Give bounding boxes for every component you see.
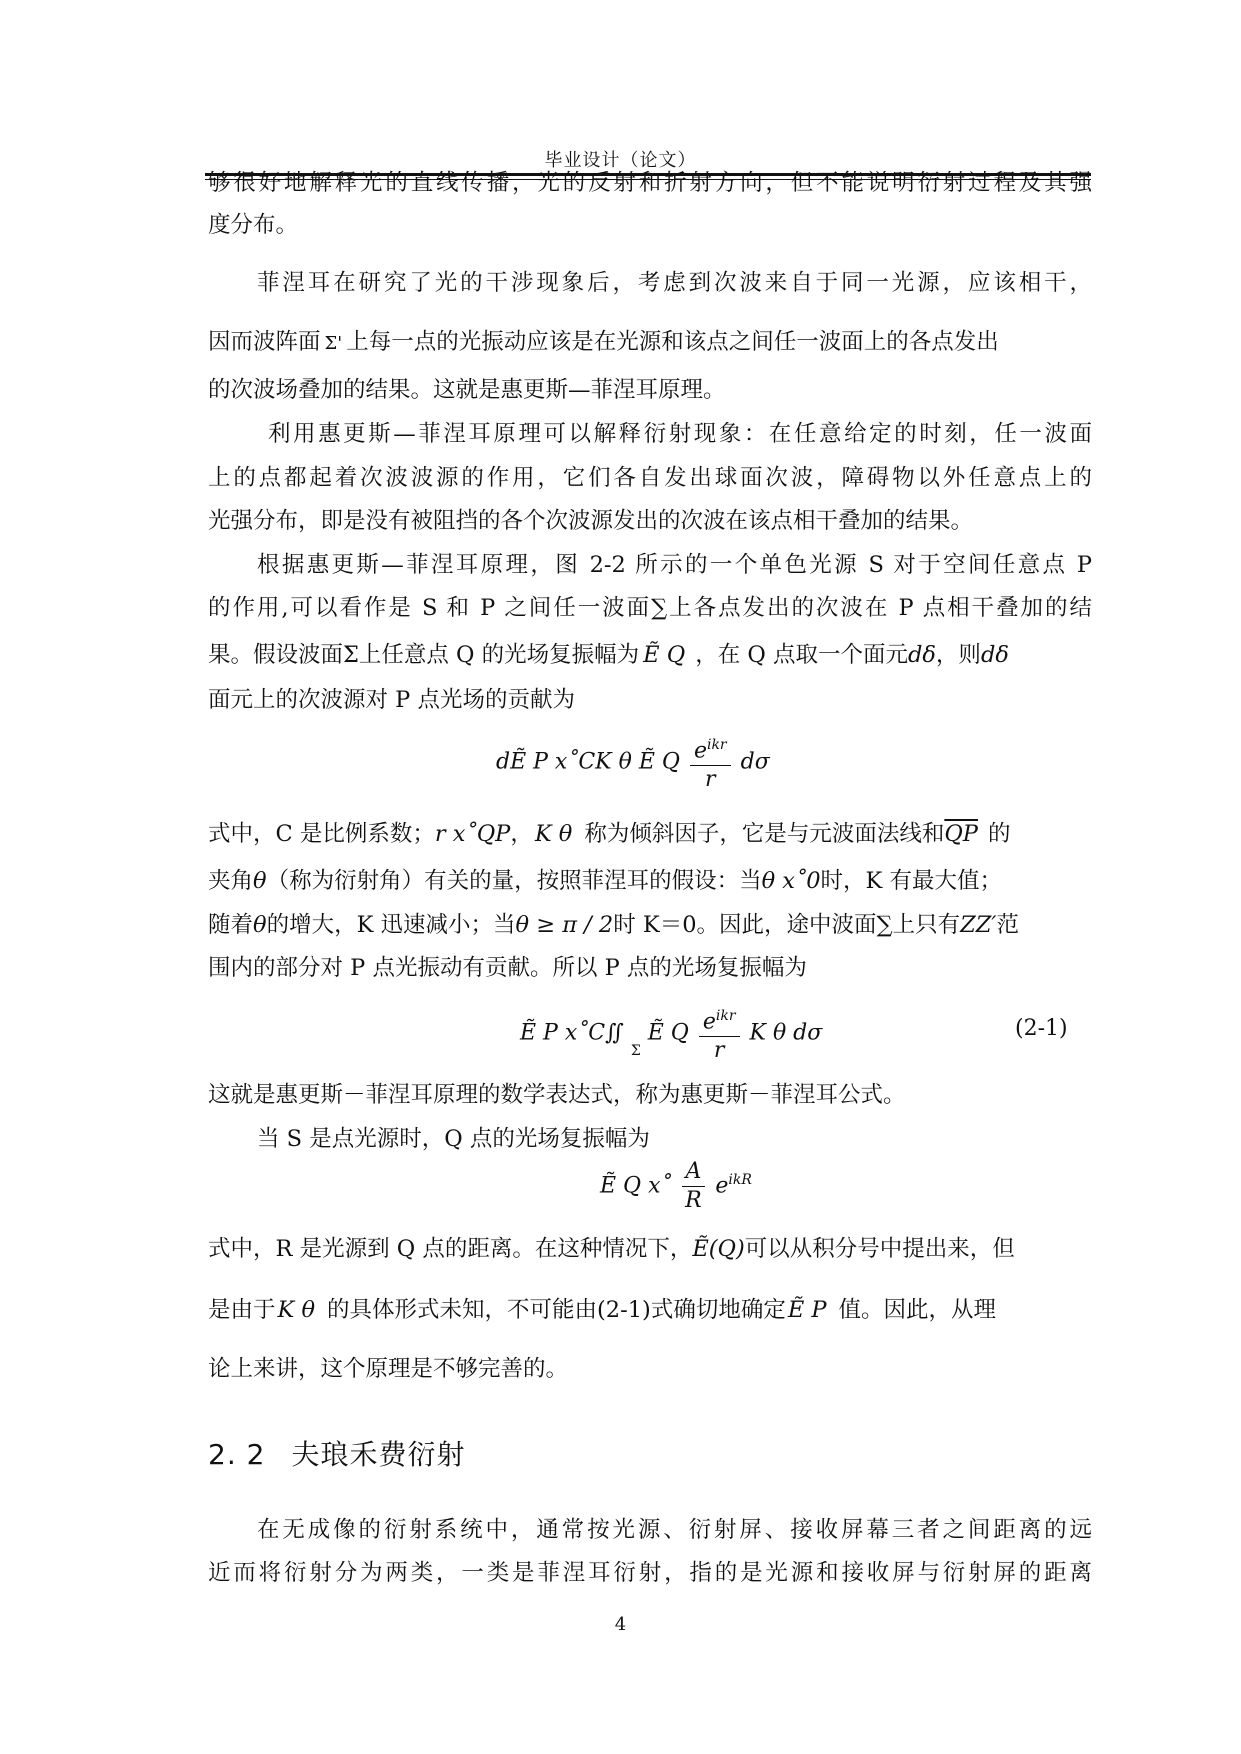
text-span: 式中，R 是光源到 Q 点的距离。在这种情况下， xyxy=(208,1236,693,1262)
text-line: 围内的部分对 P 点光振动有贡献。所以 P 点的光场复振幅为 xyxy=(208,955,807,981)
math-expr: $\overline{QP}$ xyxy=(944,821,978,847)
section-title-text: 夫琅禾费衍射 xyxy=(291,1438,466,1471)
math-sigma-prime: Σ' xyxy=(324,333,343,354)
eq1-num: e xyxy=(693,738,707,764)
page-header-title: 毕业设计（论文） xyxy=(544,150,697,171)
text-line: 近而将衍射分为两类，一类是菲涅耳衍射，指的是光源和接收屏与衍射屏的距离 xyxy=(208,1560,1092,1586)
text-line: 论上来讲，这个原理是不够完善的。 xyxy=(208,1356,569,1382)
text-line: 的作用,可以看作是 S 和 P 之间任一波面∑上各点发出的次波在 P 点相干叠加的结 xyxy=(208,595,1092,621)
eq3-sup: ikR xyxy=(728,1172,752,1189)
eq2-sum-sub: Σ xyxy=(630,1042,641,1059)
math-expr: K θ xyxy=(534,821,573,847)
eq3-right: e xyxy=(715,1173,729,1199)
math-expr: dδ xyxy=(907,642,936,668)
math-expr: θ ⅹ˚0 xyxy=(761,868,821,894)
text-line: 光强分布，即是没有被阻挡的各个次波源发出的次波在该点相干叠加的结果。 xyxy=(208,508,974,534)
equation-3 xyxy=(600,1158,752,1215)
text-line xyxy=(208,819,1092,849)
math-expr: ZZ′ xyxy=(960,912,997,938)
section-number: 2. 2 xyxy=(208,1438,266,1471)
text-line xyxy=(208,327,1092,359)
eq1-left: dẼ P ⅹ˚CK θ Ẽ Q xyxy=(496,749,680,775)
text-line: 够很好地解释光的直线传播，光的反射和折射方向，但不能说明衍射过程及其强 xyxy=(208,170,1092,196)
page-number: 4 xyxy=(614,1614,627,1635)
text-span: 的 xyxy=(987,821,1011,847)
math-expr: r ⅹ˚QP xyxy=(434,821,511,847)
eq3-den: R xyxy=(685,1188,702,1213)
equation-1 xyxy=(496,731,770,794)
equation-2 xyxy=(520,1002,822,1065)
text-span: ， xyxy=(510,821,533,847)
text-line: 利用惠更斯—菲涅耳原理可以解释衍射现象：在任意给定的时刻，任一波面 xyxy=(268,421,1092,447)
eq1-sup: ikr xyxy=(706,737,727,753)
eq2-sum xyxy=(631,1010,641,1058)
eq2-num: e xyxy=(702,1009,716,1035)
text-span: 果。假设波面Σ上任意点 Q 的光场复振幅为 xyxy=(208,642,640,668)
math-expr: θ ≥ π / 2 xyxy=(515,912,614,938)
math-expr: Ẽ Q xyxy=(643,642,686,668)
eq2-den: r xyxy=(713,1038,725,1064)
math-expr: θ xyxy=(253,868,267,894)
eq2-sup: ikr xyxy=(715,1008,736,1024)
text-line: 度分布。 xyxy=(208,212,299,238)
text-span: 式中，C 是比例系数； xyxy=(208,821,435,847)
equation-number: (2-1) xyxy=(1015,1016,1068,1041)
math-expr: Ẽ(Q) xyxy=(692,1236,745,1262)
math-expr: θ xyxy=(253,912,267,938)
text-line: 的次波场叠加的结果。这就是惠更斯—菲涅耳原理。 xyxy=(208,377,726,403)
text-span: ，则 xyxy=(935,642,981,668)
text-span: 是由于 xyxy=(208,1297,276,1323)
eq2-left: Ẽ P ⅹ˚C∬ xyxy=(520,1020,624,1046)
eq3-left: Ẽ Q ⅹ˚ xyxy=(600,1173,672,1199)
text-span: （称为衍射角）有关的量，按照菲涅耳的假设：当 xyxy=(266,868,762,894)
text-span: 范 xyxy=(996,912,1019,938)
eq2-fraction xyxy=(699,1002,740,1065)
text-span: 的具体形式未知，不可能由(2-1)式确切地确定 xyxy=(327,1297,786,1323)
eq1-right: dσ xyxy=(740,749,770,775)
section-heading xyxy=(208,1433,465,1473)
text-line xyxy=(208,866,1092,896)
math-expr: dδ xyxy=(980,642,1009,668)
text-line: 面元上的次波源对 P 点光场的贡献为 xyxy=(208,687,575,713)
eq1-fraction xyxy=(690,731,731,794)
text-span: 时 K＝0。因此，途中波面∑上只有 xyxy=(613,912,961,938)
eq1-den: r xyxy=(705,767,716,793)
text-span: 夹角 xyxy=(208,868,254,894)
text-line: 上的点都起着次波波源的作用，它们各自发出球面次波，障碍物以外任意点上的 xyxy=(208,465,1092,491)
text-line: 当 S 是点光源时，Q 点的光场复振幅为 xyxy=(257,1126,650,1152)
eq3-fraction xyxy=(682,1158,706,1215)
math-expr: K θ xyxy=(277,1297,316,1323)
text-span: 值。因此，从理 xyxy=(838,1297,997,1323)
text-line: 这就是惠更斯－菲涅耳原理的数学表达式，称为惠更斯－菲涅耳公式。 xyxy=(208,1082,906,1108)
text-span: 称为倾斜因子，它是与元波面法线和 xyxy=(584,821,945,847)
text-line xyxy=(208,910,1092,940)
text-span: 因而波阵面 xyxy=(208,329,321,355)
text-span: 上每一点的光振动应该是在光源和该点之间任一波面上的各点发出 xyxy=(346,329,999,355)
text-line xyxy=(208,1234,1092,1264)
text-span: 随着 xyxy=(208,912,254,938)
eq2-mid: Ẽ Q xyxy=(647,1020,689,1046)
math-expr: Ẽ P xyxy=(787,1297,827,1323)
text-line: 在无成像的衍射系统中，通常按光源、衍射屏、接收屏幕三者之间距离的远 xyxy=(257,1517,1092,1543)
text-span: ，在 Q 点取一个面元 xyxy=(695,642,908,668)
text-span: 时，K 有最大值； xyxy=(820,868,1002,894)
text-line xyxy=(208,640,1092,670)
text-line: 菲涅耳在研究了光的干涉现象后，考虑到次波来自于同一光源，应该相干， xyxy=(257,270,1092,296)
eq3-num: A xyxy=(682,1158,706,1187)
text-line xyxy=(208,1295,1092,1325)
eq2-right: K θ dσ xyxy=(749,1020,823,1046)
text-line: 根据惠更斯—菲涅耳原理，图 2-2 所示的一个单色光源 S 对于空间任意点 P xyxy=(257,552,1092,578)
text-span: 的增大，K 迅速减小；当 xyxy=(266,912,516,938)
text-span: 可以从积分号中提出来，但 xyxy=(744,1236,1015,1262)
